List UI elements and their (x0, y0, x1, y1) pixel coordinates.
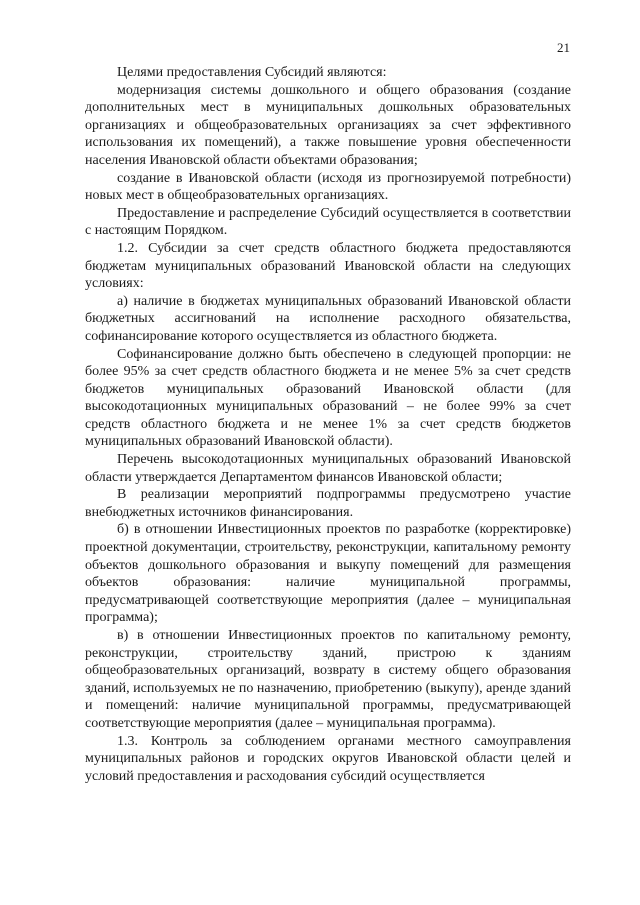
paragraph-section-1-3: 1.3. Контроль за соблюдением органами местного самоуправления муниципальных районов и городских округов Ивановской области целей и условий предоставления и расходования субсидий осуществляется (85, 733, 571, 784)
paragraph-subsidized-list: Перечень высокодотационных муниципальных образований Ивановской области утверждается Департаментом финансов Ивановской области; (85, 452, 571, 485)
paragraph-section-1-2: 1.2. Субсидии за счет средств областного бюджета предоставляются бюджетам муниципальных образований Ивановской области на следующих условиях: (85, 240, 571, 292)
paragraph-condition-c: в) в отношении Инвестиционных проектов по капитальному ремонту, реконструкции, строительству зданий, пристрою к зданиям общеобразовательных организаций, возврату в систему общего образования зданий, используемых не по назначению, приобретению (выкупу), аренде зданий и помещений: наличие муниципальной программы, предусматривающей соответствующие мероприятия (далее – муниципальная программа). (85, 628, 571, 731)
paragraph-goals-intro: Целями предоставления Субсидий являются: (117, 65, 387, 80)
paragraph-condition-a: а) наличие в бюджетах муниципальных образований Ивановской области бюджетных ассигнований на исполнение расходного обязательства, софинансирование которого осуществляется из областного бюджета. (85, 293, 571, 344)
paragraph-extrabudgetary: В реализации мероприятий подпрограммы предусмотрено участие внебюджетных источников финансирования. (85, 487, 571, 520)
page-number: 21 (557, 40, 570, 55)
document-body (85, 64, 571, 785)
paragraph-new-places: создание в Ивановской области (исходя из прогнозируемой потребности) новых мест в общеобразовательных организациях. (85, 170, 571, 204)
paragraph-condition-b: б) в отношении Инвестиционных проектов по разработке (корректировке) проектной документации, строительству, реконструкции, капитальному ремонту объектов дошкольного образования и выкупу помещений для размещения объектов образования: наличие муниципальной программы, предусматривающей соответствующие мероприятия (далее – муниципальная программа); (85, 522, 571, 626)
paragraph-modernization: модернизация системы дошкольного и общего образования (создание дополнительных мест в муниципальных дошкольных образовательных организациях и общеобразовательных организациях за счет эффективного использования их помещений), а также повышение уровня обеспеченности населения Ивановской области объектами образования; (85, 82, 571, 168)
paragraph-cofinancing: Софинансирование должно быть обеспечено в следующей пропорции: не более 95% за счет средств областного бюджета и не менее 5% за счет средств бюджетов муниципальных образований Ивановской области (для высокодотационных муниципальных образований – не более 99% за счет средств областного бюджета и не менее 1% за счет средств бюджетов муниципальных образований Ивановской области). (85, 346, 571, 450)
paragraph-distribution: Предоставление и распределение Субсидий осуществляется в соответствии с настоящим Порядком. (85, 205, 571, 239)
